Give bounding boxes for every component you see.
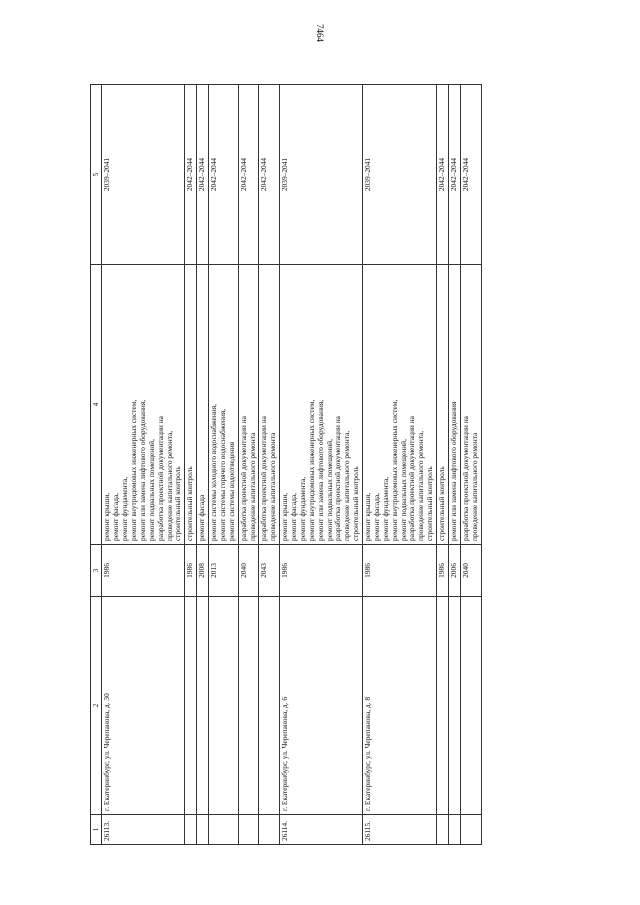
table-row (102, 85, 185, 845)
work-type-line: ремонт или замена лифтового оборудования, (315, 399, 325, 541)
work-type-line: ремонт фасада, (289, 493, 299, 541)
table-row (363, 85, 437, 845)
building-address (185, 597, 197, 815)
work-types (185, 265, 197, 545)
work-types (209, 265, 239, 545)
column-header: 4 (91, 265, 102, 545)
work-types (363, 265, 437, 545)
work-type-line: строительный контроль (425, 466, 435, 541)
column-header: 3 (91, 545, 102, 597)
work-type-line: разработка проектной документации на (407, 416, 417, 541)
work-type-line: ремонт фундамента, (380, 476, 390, 541)
work-types (197, 265, 209, 545)
work-type-line: разработка проектной документации на (333, 416, 343, 541)
work-type-line: ремонт внутридомовых инженерных систем, (306, 399, 316, 541)
work-type-line: строительный контроль (351, 466, 361, 541)
work-types (102, 265, 185, 545)
repair-period: 2042–2044 (209, 85, 239, 265)
work-type-line: проведение капитального ремонта, (416, 430, 426, 541)
rotated-table-wrapper (90, 85, 585, 845)
table-row (197, 85, 209, 845)
work-type-line: ремонт внутридомовых инженерных систем, (129, 399, 139, 541)
table-row (437, 85, 449, 845)
build-year: 1986 (363, 545, 437, 597)
row-number (209, 815, 239, 845)
building-address (460, 597, 481, 815)
row-number: 26114. (280, 815, 363, 845)
work-type-line: ремонт крыши, (363, 492, 373, 541)
row-number (185, 815, 197, 845)
table-row (460, 85, 481, 845)
repair-period: 2042–2044 (460, 85, 481, 265)
build-year: 1986 (185, 545, 197, 597)
build-year: 1986 (280, 545, 363, 597)
building-address (209, 597, 239, 815)
repair-period: 2042–2044 (259, 85, 280, 265)
building-address: г. Екатеринбург, ул. Черепанова, д. 8 (363, 597, 437, 815)
work-type-line: ремонт внутридомовых инженерных систем, (389, 399, 399, 541)
work-type-line: ремонт фасада, (111, 493, 121, 541)
repair-period: 2042–2044 (448, 85, 460, 265)
table-row (280, 85, 363, 845)
work-type-line: разработка проектной документации на (238, 416, 248, 541)
row-number (259, 815, 280, 845)
repair-period: 2039–2041 (280, 85, 363, 265)
column-header: 1 (91, 815, 102, 845)
work-type-line: строительный контроль (437, 466, 447, 541)
column-header: 5 (91, 85, 102, 265)
build-year: 1986 (102, 545, 185, 597)
header-row (91, 85, 102, 845)
build-year: 2043 (259, 545, 280, 597)
work-type-line: ремонт крыши, (102, 492, 112, 541)
building-address (448, 597, 460, 815)
work-type-line: ремонт фасада (197, 494, 207, 541)
building-address: г. Екатеринбург, ул. Черепанова, д. 30 (102, 597, 185, 815)
work-types (280, 265, 363, 545)
build-year: 2040 (238, 545, 259, 597)
repair-period: 2042–2044 (437, 85, 449, 265)
table-row (259, 85, 280, 845)
building-address (238, 597, 259, 815)
work-types (437, 265, 449, 545)
work-type-line: ремонт или замена лифтового оборудования (448, 401, 458, 541)
building-address: г. Екатеринбург, ул. Черепанова, д. 6 (280, 597, 363, 815)
work-type-line: разработка проектной документации на (155, 416, 165, 541)
build-year: 2040 (460, 545, 481, 597)
table-row (238, 85, 259, 845)
work-type-line: ремонт подвальных помещений, (324, 439, 334, 541)
repair-period: 2042–2044 (238, 85, 259, 265)
table-row (448, 85, 460, 845)
work-type-line: ремонт подвальных помещений, (398, 439, 408, 541)
work-type-line: ремонт системы водоотведения (226, 441, 236, 541)
work-type-line: ремонт фасада, (371, 493, 381, 541)
row-number: 26115. (363, 815, 437, 845)
work-type-line: ремонт системы горячего водоснабжения, (217, 408, 227, 541)
work-types (448, 265, 460, 545)
work-type-line: ремонт фундамента, (297, 476, 307, 541)
work-type-line: проведение капитального ремонта, (342, 430, 352, 541)
table-row (185, 85, 197, 845)
work-type-line: ремонт или замена лифтового оборудования, (137, 399, 147, 541)
work-type-line: разработка проектной документации на (460, 416, 470, 541)
column-header: 2 (91, 597, 102, 815)
work-type-line: ремонт подвальных помещений, (146, 439, 156, 541)
building-address (437, 597, 449, 815)
work-types (259, 265, 280, 545)
row-number (197, 815, 209, 845)
row-number: 26113. (102, 815, 185, 845)
build-year: 2008 (197, 545, 209, 597)
repair-schedule-table (90, 84, 482, 845)
build-year: 2006 (448, 545, 460, 597)
work-type-line: ремонт системы холодного водоснабжения, (209, 404, 219, 541)
work-type-line: проведение капитального ремонта (247, 432, 257, 541)
repair-period: 2039–2041 (363, 85, 437, 265)
work-type-line: строительный контроль (173, 466, 183, 541)
work-type-line: проведение капитального ремонта (469, 432, 479, 541)
build-year: 1986 (437, 545, 449, 597)
work-type-line: проведение капитального ремонта (268, 432, 278, 541)
repair-period: 2039–2041 (102, 85, 185, 265)
work-type-line: разработка проектной документации на (259, 416, 269, 541)
building-address (197, 597, 209, 815)
work-type-line: ремонт фундамента, (120, 476, 130, 541)
work-types (460, 265, 481, 545)
table-row (209, 85, 239, 845)
work-type-line: строительный контроль (185, 466, 195, 541)
work-types (238, 265, 259, 545)
repair-period: 2042–2044 (197, 85, 209, 265)
work-type-line: проведение капитального ремонта, (164, 430, 174, 541)
work-type-line: ремонт крыши, (280, 492, 290, 541)
build-year: 2013 (209, 545, 239, 597)
repair-period: 2042–2044 (185, 85, 197, 265)
building-address (259, 597, 280, 815)
row-number (460, 815, 481, 845)
row-number (437, 815, 449, 845)
row-number (448, 815, 460, 845)
page-number: 7464 (315, 24, 325, 42)
row-number (238, 815, 259, 845)
